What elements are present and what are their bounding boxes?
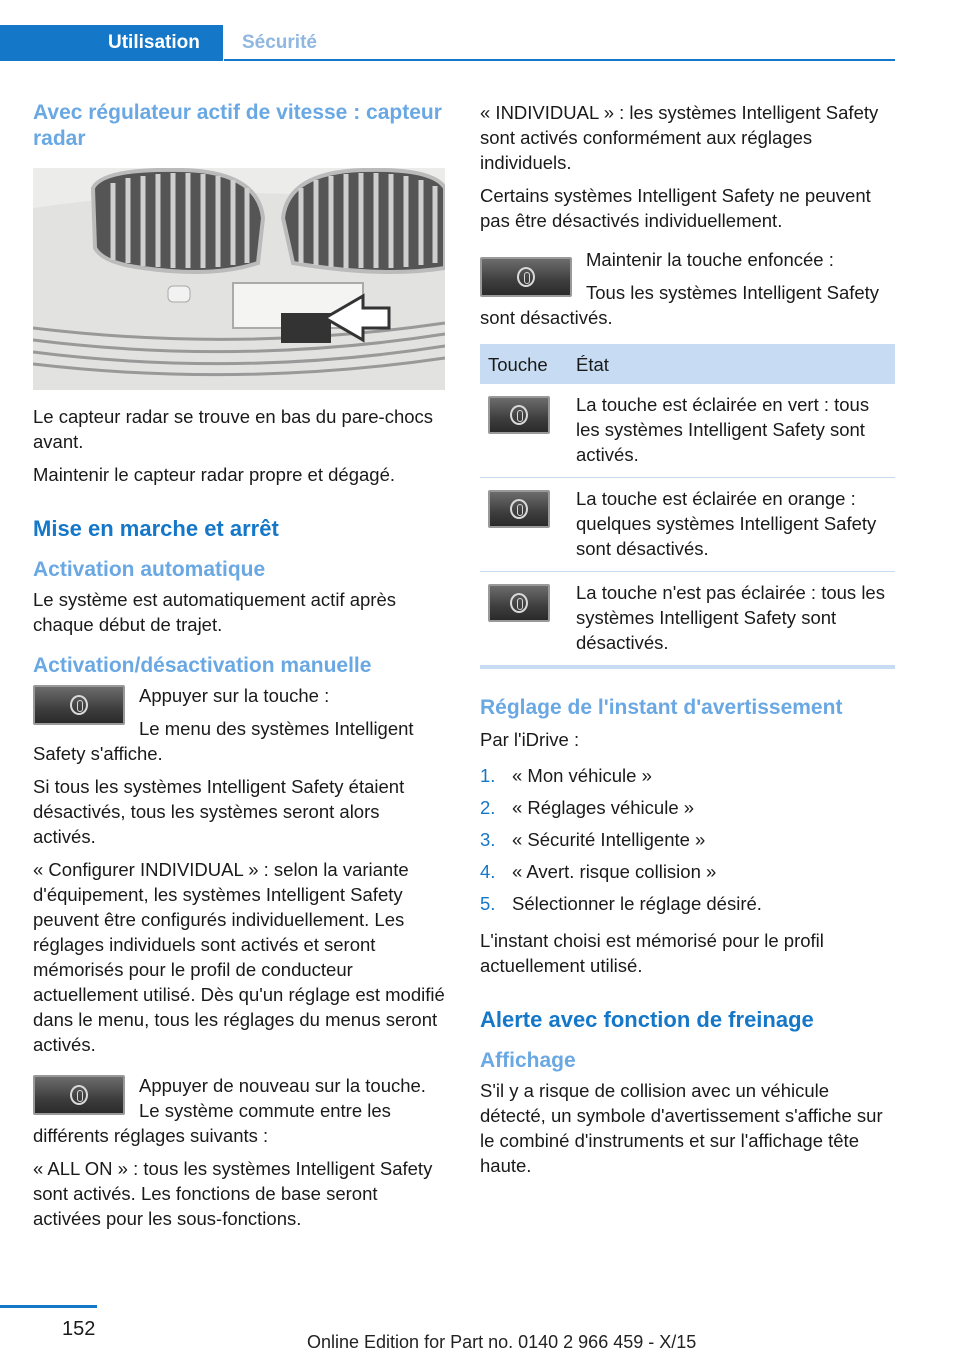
display-heading: Affichage <box>480 1049 576 1072</box>
tab-securite-label: Sécurité <box>242 32 317 53</box>
edition-footer: Online Edition for Part no. 0140 2 966 459 - X/15 <box>307 1332 697 1352</box>
table-row <box>480 478 895 572</box>
auto-activation-text: Le système est automatiquement actif après chaque début de trajet. <box>33 589 396 635</box>
state-green-text: La touche est éclairée en vert : tous les systèmes Intelligent Safety sont activés. <box>568 384 895 478</box>
list-item <box>480 888 895 920</box>
step-number: 1. <box>480 765 496 786</box>
state-off-text: La touche n'est pas éclairée : tous les systèmes Intelligent Safety sont désactivés. <box>568 572 895 668</box>
auto-activation-heading: Activation automatique <box>33 558 266 581</box>
intelligent-safety-button-icon <box>488 490 550 528</box>
step-text: « Sécurité Intelligente » <box>512 829 706 850</box>
display-text: S'il y a risque de collision avec un véhicule détecté, un symbole d'avertissement s'affiche sur le combiné d'instruments et sur l'affichage tête haute. <box>480 1080 883 1176</box>
table-row <box>480 572 895 668</box>
via-idrive-text: Par l'iDrive : <box>480 729 580 750</box>
column-header-key: Touche <box>480 344 568 384</box>
manual-activation-heading: Activation/désactivation manuelle <box>33 654 372 677</box>
button-state-table <box>480 344 895 669</box>
warning-time-heading: Réglage de l'instant d'avertissement <box>480 696 843 719</box>
brake-alert-heading: Alerte avec fonction de freinage <box>480 1007 814 1032</box>
intelligent-safety-button-icon <box>33 685 125 725</box>
list-item <box>480 792 895 824</box>
tab-utilisation-label: Utilisation <box>108 32 200 53</box>
on-off-heading: Mise en marche et arrêt <box>33 516 279 541</box>
all-deactivated-text: Si tous les systèmes Intelligent Safety étaient désactivés, tous les systèmes seront alors activés. <box>33 776 405 847</box>
footer-rule <box>0 1305 97 1308</box>
configure-individual-text: « Configurer INDIVIDUAL » : selon la variante d'équipement, les systèmes Intelligent Safety peuvent être configurés individuellement. Les réglages individuels sont activés et seront mémorisés pour le profil de conducteur actuellement utilisé. Dès qu'un réglage est modifié dans le menu, tous les réglages du menus seront activés. <box>33 859 445 1055</box>
hold-key-text: Maintenir la touche enfoncée : <box>586 249 834 270</box>
radar-clean-text: Maintenir le capteur radar propre et dégagé. <box>33 464 395 485</box>
header-tabs <box>0 25 895 61</box>
table-row <box>480 384 895 478</box>
all-on-text: « ALL ON » : tous les systèmes Intelligent Safety sont activés. Les fonctions de base seront activées pour les sous-fonctions. <box>33 1158 433 1229</box>
radar-location-text: Le capteur radar se trouve en bas du pare-chocs avant. <box>33 406 434 452</box>
left-column <box>33 100 445 1239</box>
step-number: 3. <box>480 829 496 850</box>
step-text: « Avert. risque collision » <box>512 861 717 882</box>
press-key-block <box>33 683 445 766</box>
radar-sensor-image <box>33 168 445 390</box>
list-item <box>480 824 895 856</box>
radar-heading: Avec régulateur actif de vitesse : capteur radar <box>33 101 442 150</box>
intelligent-safety-button-icon <box>488 396 550 434</box>
individual-text: « INDIVIDUAL » : les systèmes Intelligent Safety sont activés conformément aux réglages individuels. <box>480 102 879 173</box>
intelligent-safety-button-icon <box>480 257 572 297</box>
hold-key-block <box>480 247 895 330</box>
tab-securite[interactable] <box>224 25 895 61</box>
list-item <box>480 760 895 792</box>
state-orange-text: La touche est éclairée en orange : quelques systèmes Intelligent Safety sont désactivés. <box>568 478 895 572</box>
stored-profile-text: L'instant choisi est mémorisé pour le profil actuellement utilisé. <box>480 930 824 976</box>
idrive-steps-list <box>480 760 895 920</box>
intelligent-safety-button-icon <box>488 584 550 622</box>
step-text: « Réglages véhicule » <box>512 797 695 818</box>
column-header-state: État <box>568 344 895 384</box>
press-key-text: Appuyer sur la touche : <box>139 685 330 706</box>
certain-systems-text: Certains systèmes Intelligent Safety ne peuvent pas être désactivés individuellement. <box>480 185 871 231</box>
press-again-block <box>33 1073 445 1148</box>
page-number: 152 <box>62 1318 96 1340</box>
list-item <box>480 856 895 888</box>
header-rule <box>224 59 895 61</box>
step-number: 2. <box>480 797 496 818</box>
menu-displayed-text: Le menu des systèmes Intelligent Safety s'affiche. <box>33 718 414 764</box>
press-again-text: Appuyer de nouveau sur la touche. Le système commute entre les différents réglages suivants : <box>33 1075 426 1146</box>
right-column <box>480 100 895 1186</box>
step-number: 5. <box>480 893 496 914</box>
all-deactivated-hold-text: Tous les systèmes Intelligent Safety sont désactivés. <box>480 282 880 328</box>
step-text: « Mon véhicule » <box>512 765 652 786</box>
tab-utilisation[interactable] <box>0 25 223 61</box>
step-number: 4. <box>480 861 496 882</box>
step-text: Sélectionner le réglage désiré. <box>512 893 762 914</box>
intelligent-safety-button-icon <box>33 1075 125 1115</box>
